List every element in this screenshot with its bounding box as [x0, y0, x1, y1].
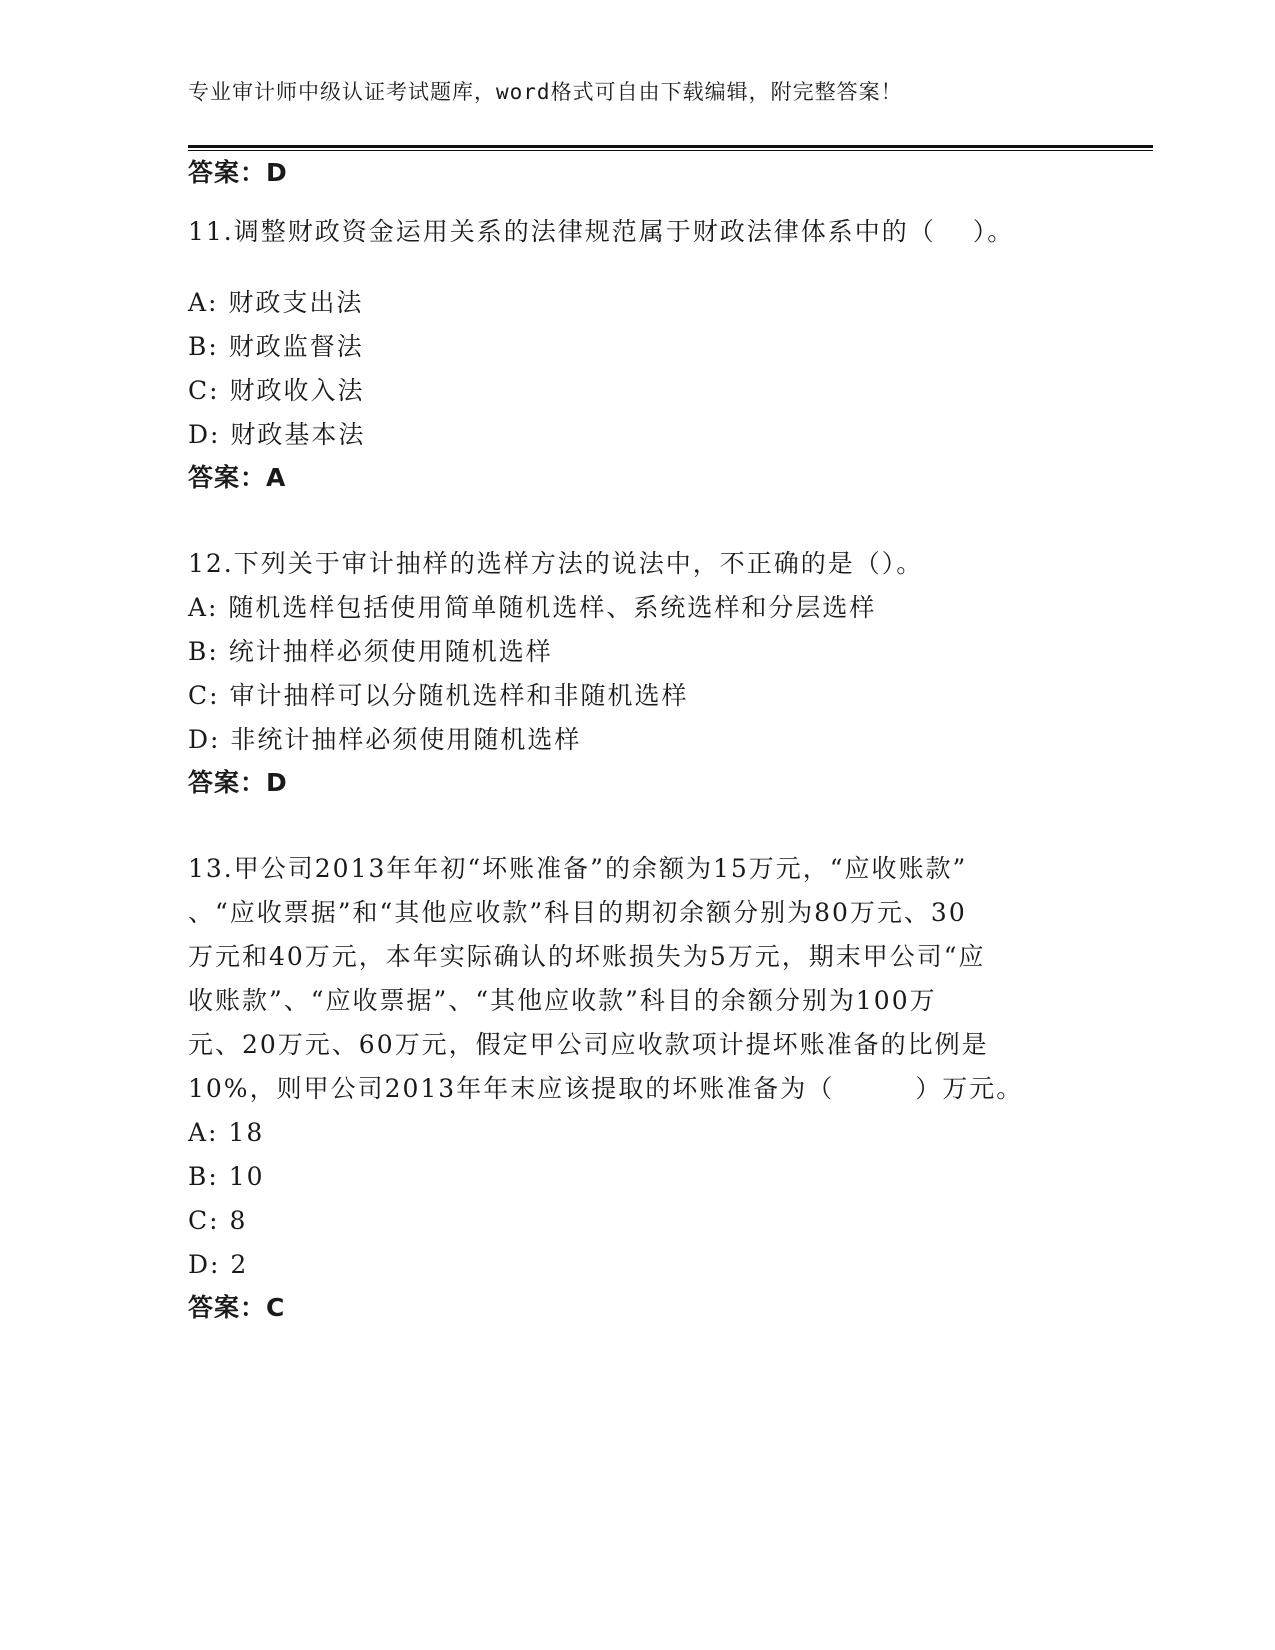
question-13-option-a: A: 18 [188, 1118, 265, 1147]
question-12-option-a: A: 随机选样包括使用简单随机选样、系统选样和分层选样 [188, 593, 877, 622]
previous-answer: 答案：D [188, 158, 288, 187]
question-12-option-d: D: 非统计抽样必须使用随机选样 [188, 725, 582, 754]
question-13-stem-line-5: 元、20万元、60万元，假定甲公司应收款项计提坏账准备的比例是 [188, 1030, 989, 1059]
question-13-answer: 答案：C [188, 1293, 286, 1322]
question-12-stem: 12.下列关于审计抽样的选样方法的说法中，不正确的是（）。 [188, 549, 924, 578]
question-12-option-b: B: 统计抽样必须使用随机选样 [188, 637, 553, 666]
header-rule-thin [188, 150, 1153, 151]
question-13-option-b: B: 10 [188, 1162, 265, 1191]
question-11-option-d: D: 财政基本法 [188, 420, 366, 449]
question-13-stem-line-1: 13.甲公司2013年年初“坏账准备”的余额为15万元，“应收账款” [188, 854, 968, 883]
question-13-stem-line-4: 收账款”、“应收票据”、“其他应收款”科目的余额分别为100万 [188, 986, 937, 1015]
question-11-answer: 答案：A [188, 463, 287, 492]
page-header-text: 专业审计师中级认证考试题库，word格式可自由下载编辑，附完整答案！ [188, 80, 903, 104]
header-rule-thick [188, 145, 1153, 148]
question-13-option-c: C: 8 [188, 1206, 248, 1235]
question-12-option-c: C: 审计抽样可以分随机选样和非随机选样 [188, 681, 689, 710]
question-11-option-a: A: 财政支出法 [188, 288, 364, 317]
question-13-stem-line-3: 万元和40万元，本年实际确认的坏账损失为5万元，期末甲公司“应 [188, 942, 986, 971]
question-11-option-b: B: 财政监督法 [188, 332, 364, 361]
question-13-stem-line-2: 、“应收票据”和“其他应收款”科目的期初余额分别为80万元、30 [188, 898, 967, 927]
question-11-option-c: C: 财政收入法 [188, 376, 365, 405]
question-11-stem: 11.调整财政资金运用关系的法律规范属于财政法律体系中的（ ）。 [188, 217, 1015, 246]
question-13-option-d: D: 2 [188, 1250, 249, 1279]
question-13-stem-line-6: 10%，则甲公司2013年年末应该提取的坏账准备为（ ）万元。 [188, 1074, 1024, 1103]
question-12-answer: 答案：D [188, 768, 288, 797]
